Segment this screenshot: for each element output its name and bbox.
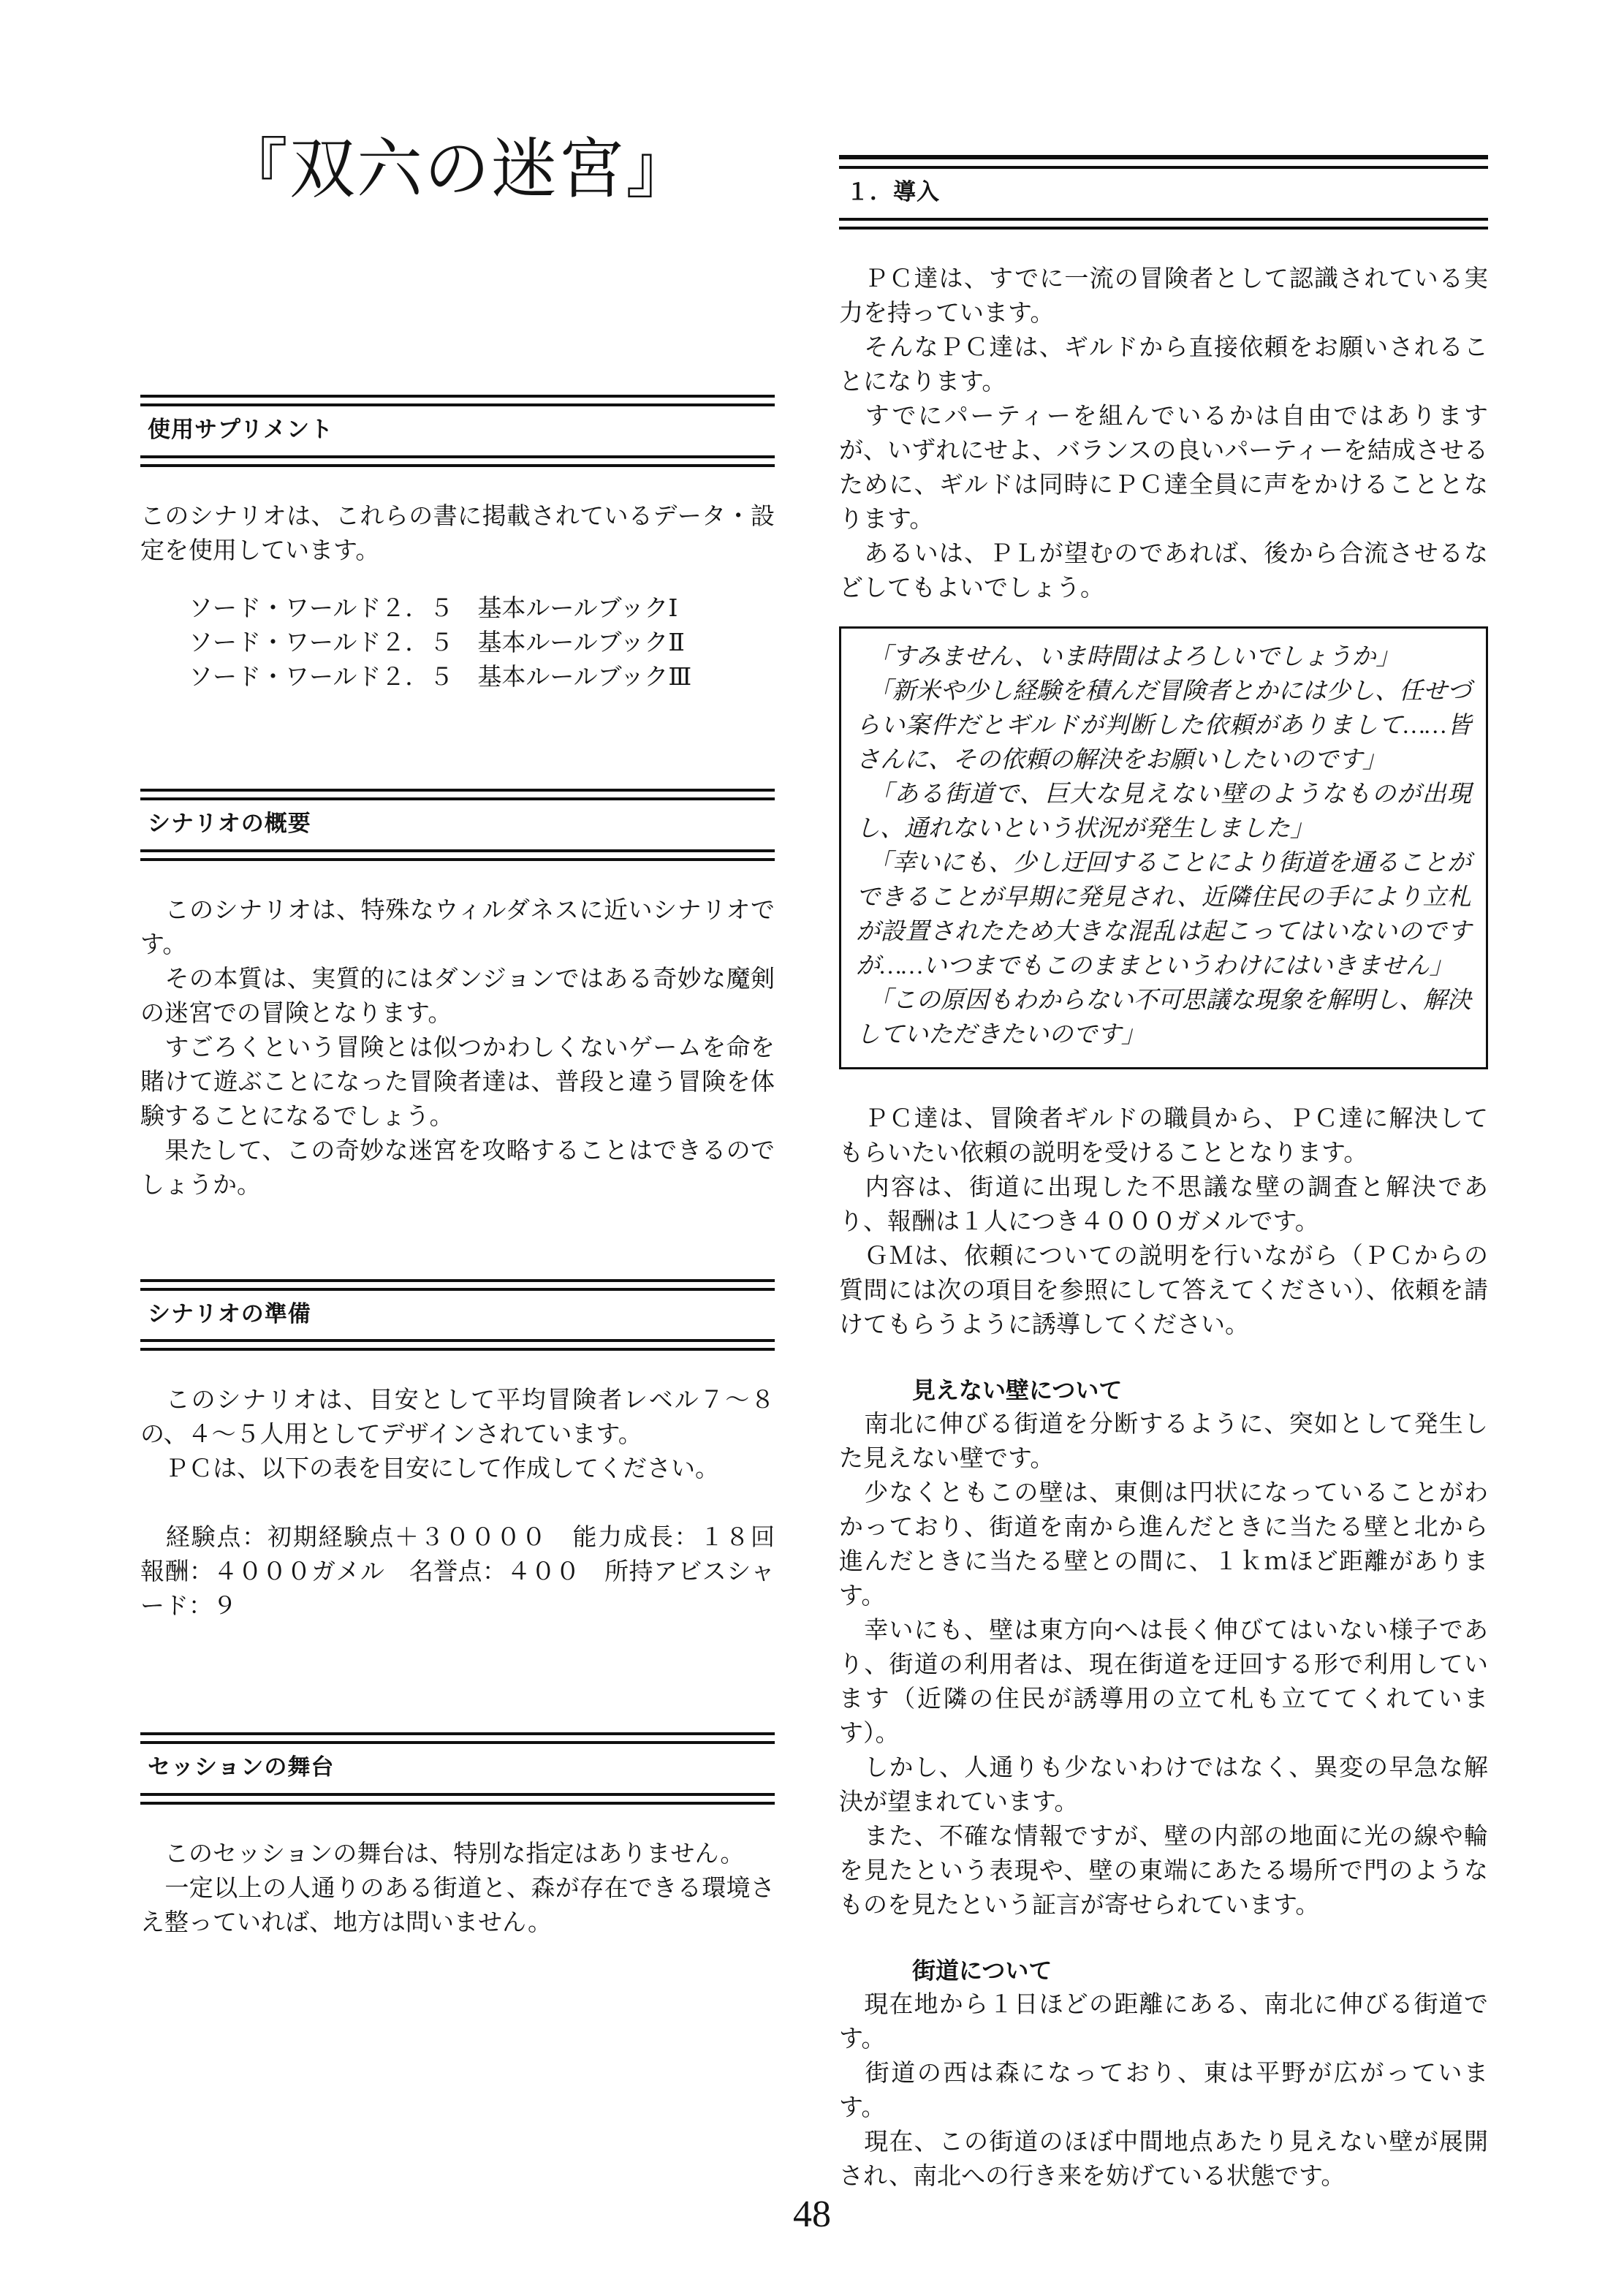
paragraph: 幸いにも、壁は東方向へは長く伸びてはいない様子であり、街道の利用者は、現在街道を迂回する形で利用しています（近隣の住民が誘導用の立て札も立ててくれています）。 [839, 1617, 1489, 1747]
after-dialogue-body [839, 1102, 1488, 1343]
subsection-road-title: 街道について [912, 1957, 1052, 1984]
paragraph: 一定以上の人通りのある街道と、森が存在できる環境さえ整っていれば、地方は問いません。 [140, 1876, 775, 1936]
dialogue-line: 「新米や少し経験を積んだ冒険者とかには少し、任せづらい案件だとギルドが判断した依頼がありまして……皆さんに、その依頼の解決をお願いしたいのです」 [856, 678, 1471, 773]
dialogue-line: 「すみません、いま時間はよろしいでしょうか」 [856, 643, 1400, 670]
list-item: ソード・ワールド２．５ 基本ルールブックⅡ [189, 629, 685, 656]
double-rule [140, 1279, 775, 1291]
paragraph: ＧＭは、依頼についての説明を行いながら（ＰＣからの質問には次の項目を参照にして答えてください）、依頼を請けてもらうように誘導してください。 [839, 1243, 1488, 1338]
paragraph: 果たして、この奇妙な迷宮を攻略することはできるのでしょうか。 [140, 1137, 775, 1199]
paragraph: 少なくともこの壁は、東側は円状になっていることがわかっており、街道を南から進んだときに当たる壁と北から進んだときに当たる壁との間に、１ｋｍほど距離があります。 [839, 1479, 1489, 1610]
double-rule [839, 155, 1488, 169]
paragraph: このシナリオは、これらの書に掲載されているデータ・設定を使用しています。 [140, 503, 775, 564]
paragraph: 街道の西は森になっており、東は平野が広がっています。 [839, 2060, 1488, 2121]
rulebook-list [140, 592, 775, 695]
double-rule [140, 1793, 775, 1805]
section-stage-heading [140, 1732, 775, 1805]
section-heading-label: シナリオの概要 [148, 810, 311, 836]
double-rule [140, 1732, 775, 1744]
paragraph: すごろくという冒険とは似つかわしくないゲームを命を賭けて遊ぶことになった冒険者達は、普段と違う冒険を体験することになるでしょう。 [140, 1034, 775, 1130]
list-item: ソード・ワールド２．５ 基本ルールブックⅠ [189, 595, 678, 622]
paragraph: 現在地から１日ほどの距離にある、南北に伸びる街道です。 [839, 1991, 1489, 2052]
paragraph: 南北に伸びる街道を分断するように、突如として発生した見えない壁です。 [839, 1411, 1489, 1472]
paragraph: あるいは、ＰＬが望むのであれば、後から合流させるなどしてもよいでしょう。 [839, 540, 1489, 602]
section-heading-label: 使用サプリメント [148, 417, 334, 442]
page-number: 48 [793, 2194, 831, 2235]
paragraph: すでにパーティーを組んでいるかは自由ではありますが、いずれにせよ、バランスの良いパーティーを結成させるために、ギルドは同時にＰＣ達全員に声をかけることとなります。 [839, 403, 1488, 533]
paragraph: そんなＰＣ達は、ギルドから直接依頼をお願いされることになります。 [839, 334, 1488, 395]
section-introduction-heading [839, 155, 1488, 230]
double-rule [140, 455, 775, 467]
paragraph: このシナリオは、目安として平均冒険者レベル７～８の、４～５人用としてデザインされています。 [140, 1387, 775, 1449]
paragraph: その本質は、実質的にはダンジョンではある奇妙な魔剣の迷宮での冒険となります。 [140, 966, 775, 1027]
section-stage-body [140, 1838, 775, 1941]
paragraph: しかし、人通りも少ないわけではなく、異変の早急な解決が望まれています。 [839, 1754, 1488, 1816]
paragraph: ＰＣ達は、冒険者ギルドの職員から、ＰＣ達に解決してもらいたい依頼の説明を受けることとなります。 [839, 1105, 1488, 1167]
introduction-body [839, 262, 1488, 606]
doc-title: 『双六の迷宮』 [222, 134, 693, 206]
right-column [839, 155, 1488, 2194]
section-heading-label: １．導入 [846, 179, 940, 205]
dialogue-line: 「この原因もわからない不可思議な現象を解明し、解決していただきたいのです」 [856, 987, 1471, 1048]
double-rule [140, 789, 775, 800]
section-heading-label: シナリオの準備 [148, 1300, 311, 1327]
double-rule [140, 1339, 775, 1351]
paragraph: このシナリオは、特殊なウィルダネスに近いシナリオです。 [140, 897, 775, 958]
list-item: ソード・ワールド２．５ 基本ルールブックⅢ [189, 664, 692, 691]
left-column [140, 123, 799, 1941]
double-rule [140, 849, 775, 861]
subsection-road-body [839, 1988, 1488, 2194]
dialogue-line: 「ある街道で、巨大な見えない壁のようなものが出現し、通れないという状況が発生しました」 [856, 781, 1471, 842]
section-overview-body [140, 894, 775, 1203]
paragraph: 現在、この街道のほぼ中間地点あたり見えない壁が展開され、南北への行き来を妨げている状態です。 [839, 2128, 1488, 2190]
paragraph: ＰＣは、以下の表を目安にして作成してください。 [140, 1456, 719, 1483]
paragraph: ＰＣ達は、すでに一流の冒険者として認識されている実力を持っています。 [839, 265, 1488, 327]
paragraph: 内容は、街道に出現した不思議な壁の調査と解決であり、報酬は１人につき４０００ガメルです。 [839, 1174, 1488, 1235]
double-rule [839, 218, 1488, 230]
section-supplements-heading [140, 395, 775, 467]
subsection-wall-title: 見えない壁について [912, 1376, 1123, 1403]
double-rule [140, 395, 775, 406]
character-stats-block: 経験点：初期経験点＋３００００ 能力成長：１８回 報酬：４０００ガメル 名誉点：４００ 所持アビスシャード：９ [140, 1525, 799, 1620]
section-preparation-body [140, 1384, 799, 1624]
subsection-wall-body [839, 1408, 1488, 1923]
section-overview-heading [140, 789, 775, 861]
section-preparation-heading [140, 1279, 775, 1351]
paragraph: このセッションの舞台は、特別な指定はありません。 [140, 1841, 745, 1868]
npc-dialogue-box [839, 626, 1488, 1069]
dialogue-line: 「幸いにも、少し迂回することにより街道を通ることができることが早期に発見され、近隣住民の手により立札が設置されたため大きな混乱は起こってはいないのですが……いつまでもこのままというわけにはいきません」 [856, 849, 1472, 979]
section-heading-label: セッションの舞台 [148, 1754, 335, 1781]
paragraph: また、不確な情報ですが、壁の内部の地面に光の線や輪を見たという表現や、壁の東端にあたる場所で門のようなものを見たという証言が寄せられています。 [839, 1823, 1489, 1919]
